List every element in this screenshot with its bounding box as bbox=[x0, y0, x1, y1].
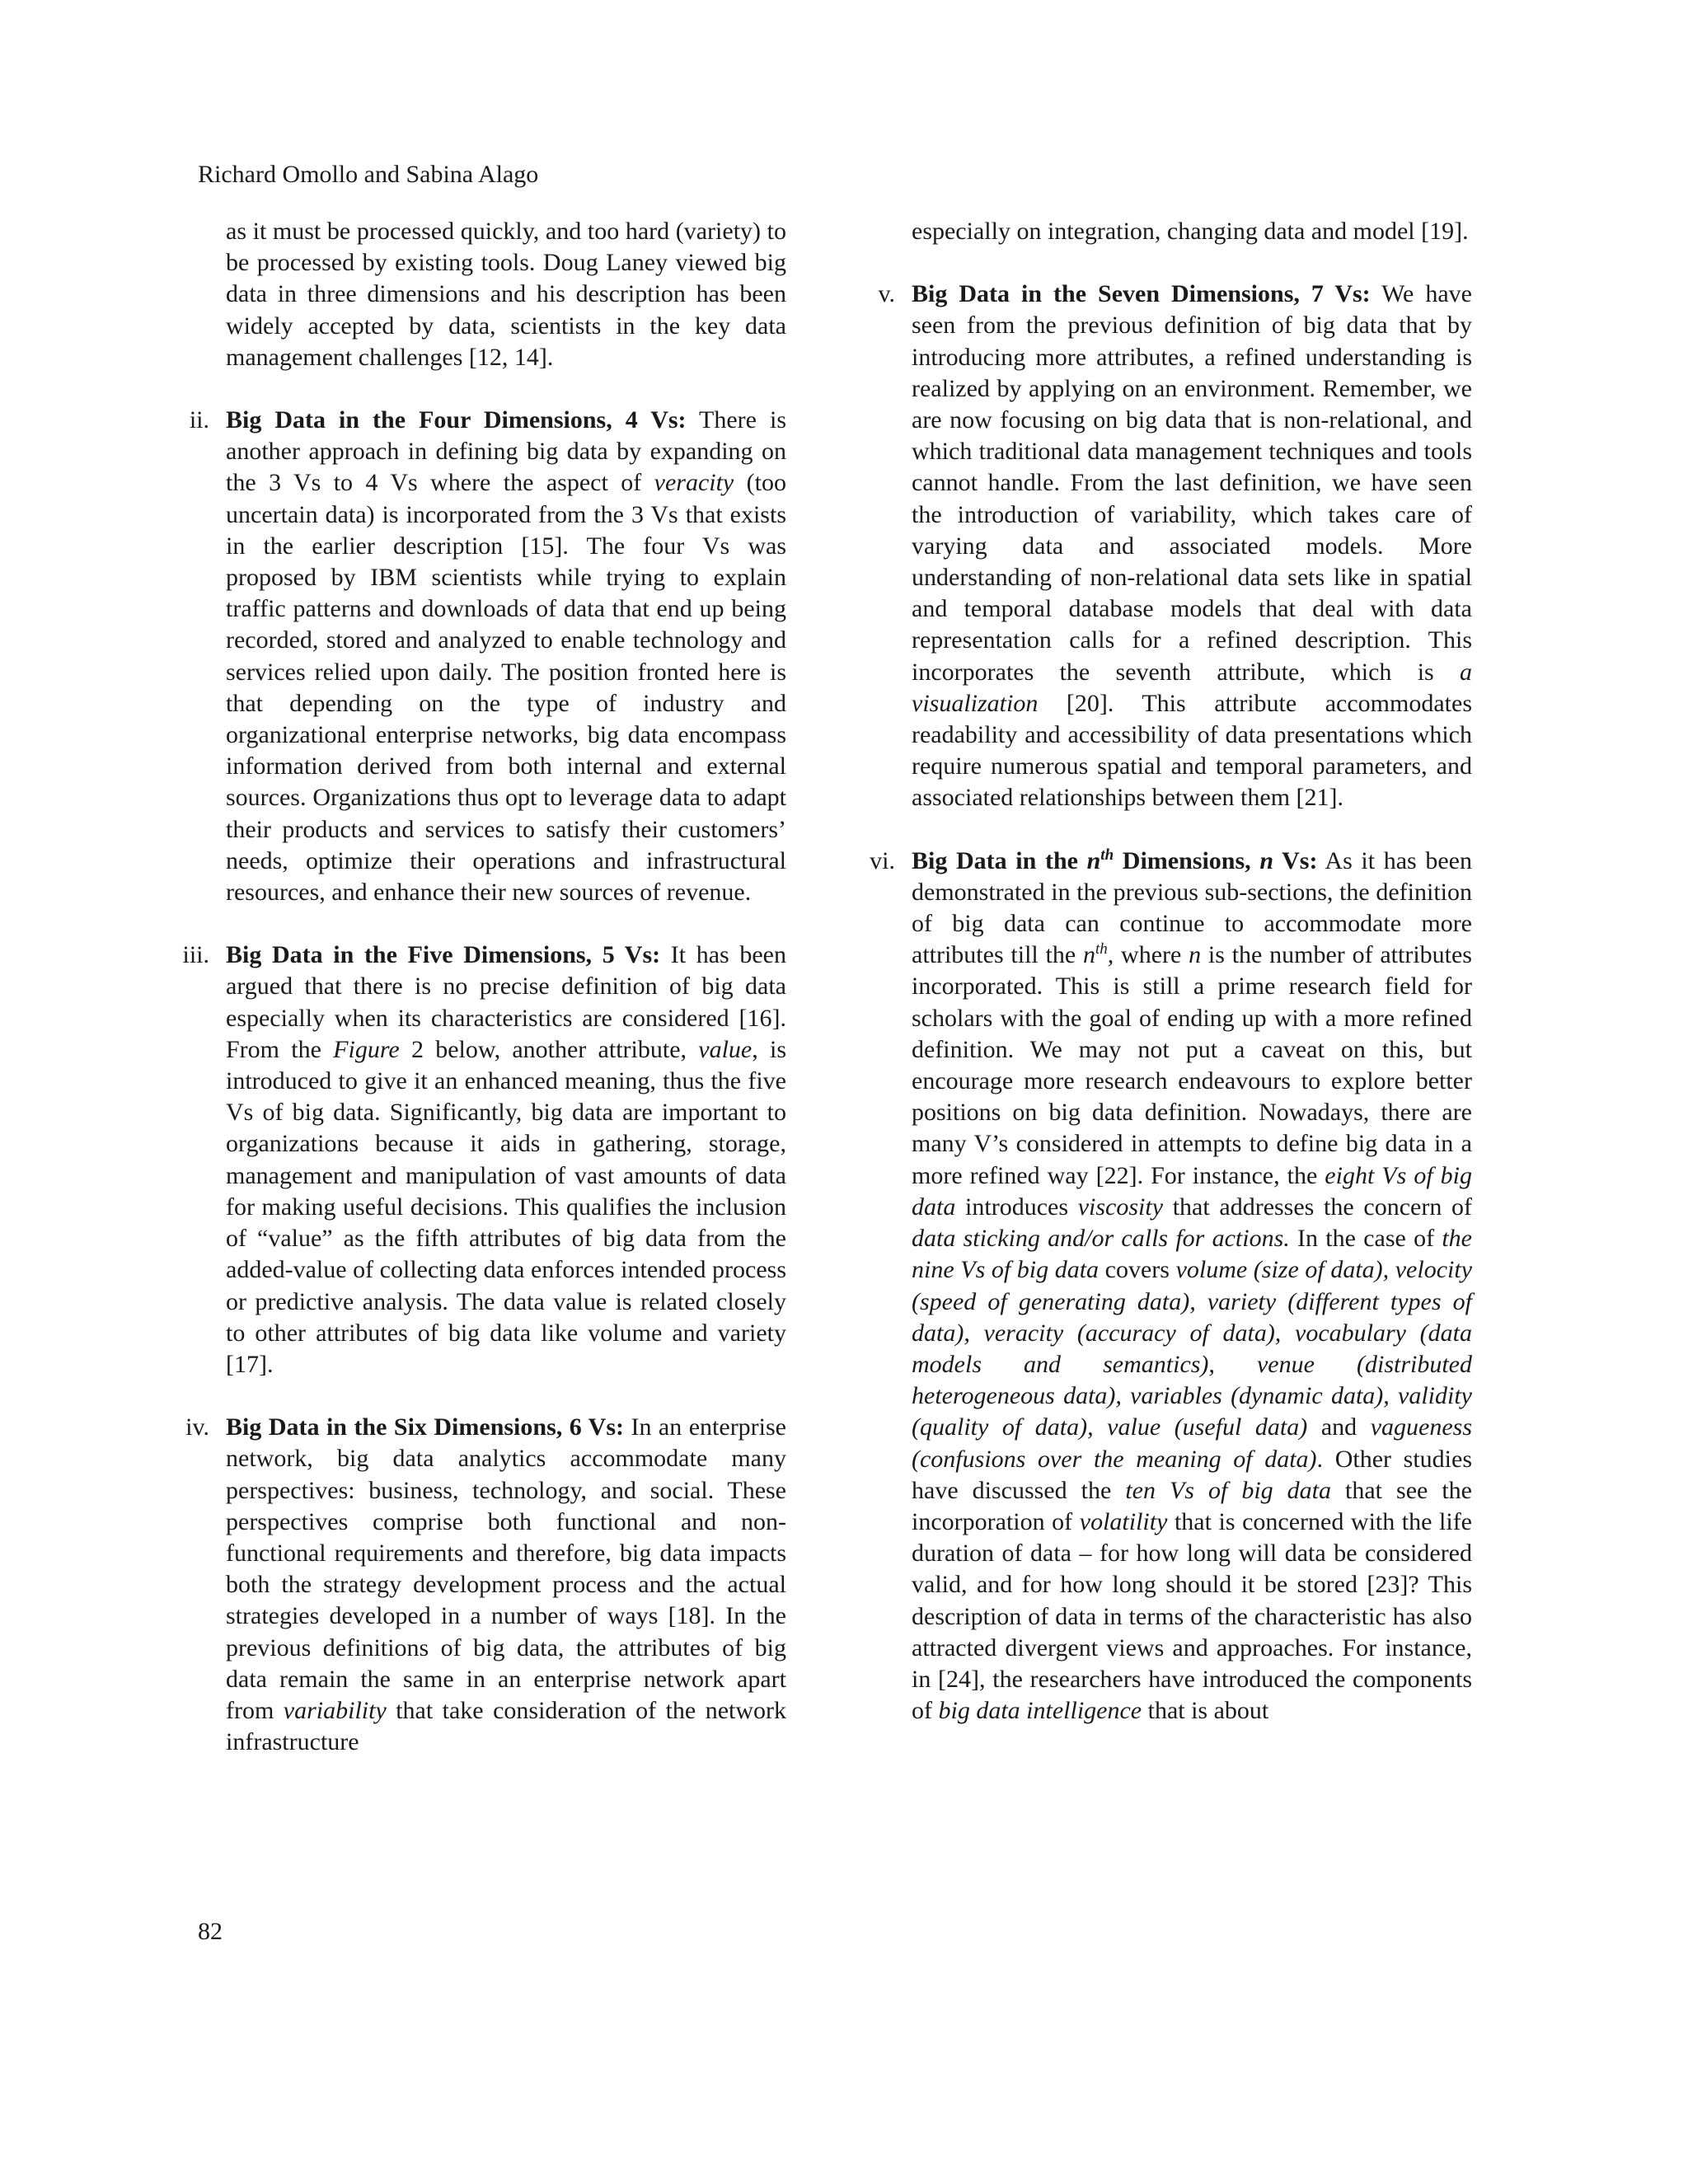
running-head: Richard Omollo and Sabina Alago bbox=[198, 161, 539, 188]
item-paragraph: Big Data in the Seven Dimensions, 7 Vs: We have seen from the previous definition of big data that by introducing more attributes, a refined understanding is realized by applying on an environment. Remember, we are now focusing on big data that is non-relational, and which traditional data management techniques and tools cannot handle. From the last definition, we have seen the introduction of variability, which takes care of varying data and associated models. More understanding of non-relational data sets like in spatial and temporal database models that deal with data representation calls for a refined description. This incorporates the seventh attribute, which is a visualization [20]. This attribute accommodates readability and accessibility of data presentations which require numerous spatial and temporal parameters, and associated relationships between them [21]. bbox=[912, 280, 1472, 812]
list-number: iii. bbox=[182, 941, 209, 969]
left-column bbox=[182, 216, 786, 1758]
list-item-v bbox=[878, 279, 1472, 813]
item-heading: Big Data in the $n^{th}$ Dimensions, n Vs: bbox=[912, 846, 1318, 874]
list-number: v. bbox=[878, 280, 895, 308]
right-column bbox=[870, 216, 1473, 1727]
item-paragraph: Big Data in the Four Dimensions, 4 Vs: There is another approach in defining big data by expanding on the 3 Vs to 4 Vs where the aspect of veracity (too uncertain data) is incorporated from the 3 Vs that exists in the earlier description [15]. The four Vs was proposed by IBM scientists while trying to explain traffic patterns and downloads of data that end up being recorded, stored and analyzed to enable technology and services relied upon daily. The position fronted here is that depending on the type of industry and organizational enterprise networks, big data encompass information derived from both internal and external sources. Organizations thus opt to leverage data to adapt their products and services to satisfy their customers’ needs, optimize their operations and infrastructural resources, and enhance their new sources of revenue. bbox=[226, 406, 786, 907]
item-paragraph: Big Data in the $n^{th}$ Dimensions, n Vs: As it has been demonstrated in the previous sub-sections, the definition of big data can continue to accommodate more attributes till the $n^{th}$, where n is the number of attributes incorporated. This is still a prime research field for scholars with the goal of ending up with a more refined definition. We may not put a caveat on this, but encourage more research endeavours to explore better positions on big data definition. Nowadays, there are many V’s considered in attempts to define big data in a more refined way [22]. For instance, the eight Vs of big data introduces viscosity that addresses the concern of data sticking and/or calls for actions. In the case of the nine Vs of big data covers volume (size of data), velocity (speed of generating data), variety (different types of data), veracity (accuracy of data), vocabulary (data models and semantics), venue (distributed heterogeneous data), variables (dynamic data), validity (quality of data), value (useful data) and vagueness (confusions over the meaning of data). Other studies have discussed the ten Vs of big data that see the incorporation of volatility that is concerned with the life duration of data – for how long will data be considered valid, and for how long should it be stored [23]? This description of data in terms of the characteristic has also attracted divergent views and approaches. For instance, in [24], the researchers have introduced the components of big data intelligence that is about bbox=[912, 846, 1473, 1725]
item-heading: Big Data in the Seven Dimensions, 7 Vs: bbox=[912, 280, 1371, 308]
item-heading: Big Data in the Five Dimensions, 5 Vs: bbox=[226, 941, 661, 969]
list-item-vi bbox=[870, 846, 1473, 1727]
continued-paragraph: as it must be processed quickly, and too hard (variety) to be processed by existing tools. Doug Laney viewed big data in three dimensions and his description has been widely accepted by data, scientists in the key data management challenges [12, 14]. bbox=[226, 218, 786, 371]
page-number: 82 bbox=[198, 1918, 223, 1945]
item-heading: Big Data in the Four Dimensions, 4 Vs: bbox=[226, 406, 687, 434]
list-item-iv bbox=[185, 1412, 786, 1758]
list-number: vi. bbox=[870, 846, 895, 874]
list-number: ii. bbox=[189, 406, 209, 434]
item-paragraph: Big Data in the Six Dimensions, 6 Vs: In an enterprise network, big data analytics accommodate many perspectives: business, technology, and social. These perspectives comprise both functional and non-functional requirements and therefore, big data impacts both the strategy development process and the actual strategies developed in a number of ways [18]. In the previous definitions of big data, the attributes of big data remain the same in an enterprise network apart from variability that take consideration of the network infrastructure bbox=[226, 1413, 786, 1756]
continued-paragraph: especially on integration, changing data and model [19]. bbox=[912, 218, 1469, 245]
list-item-ii bbox=[189, 405, 786, 908]
item-heading: Big Data in the Six Dimensions, 6 Vs: bbox=[226, 1413, 624, 1441]
item-paragraph: Big Data in the Five Dimensions, 5 Vs: It has been argued that there is no precise definition of big data especially when its characteristics are considered [16]. From the Figure 2 below, another attribute, value, is introduced to give it an enhanced meaning, thus the five Vs of big data. Significantly, big data are important to organizations because it aids in gathering, storage, management and manipulation of vast amounts of data for making useful decisions. This qualifies the inclusion of “value” as the fifth attributes of big data from the added-value of collecting data enforces intended process or predictive analysis. The data value is related closely to other attributes of big data like volume and variety [17]. bbox=[226, 941, 786, 1378]
list-item-iii bbox=[182, 940, 786, 1380]
list-number: iv. bbox=[185, 1413, 209, 1441]
